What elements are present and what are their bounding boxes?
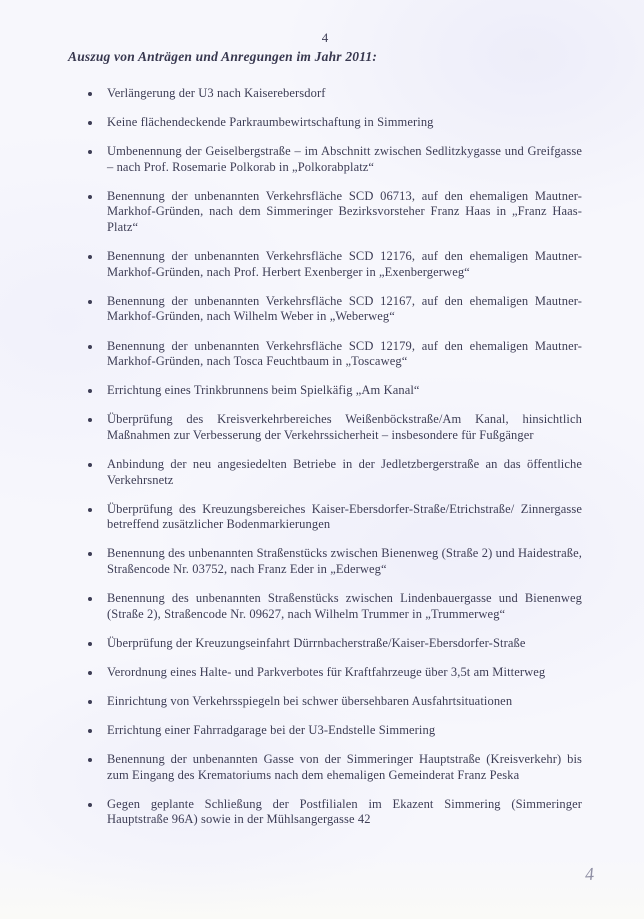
list-item (88, 636, 582, 652)
list-item (88, 383, 582, 399)
list-item (88, 591, 582, 622)
list-item-text: Überprüfung der Kreuzungseinfahrt Dürrnbacherstraße/Kaiser-Ebersdorfer-Straße (107, 635, 526, 650)
list-item-text: Benennung der unbenannten Verkehrsfläche SCD 06713, auf den ehemaligen Mautner-Markhof-Gründen, nach dem Simmeringer Bezirksvorsteher Franz Haas in „Franz Haas-Platz“ (107, 188, 582, 235)
list-item-text: Überprüfung des Kreisverkehrbereiches Weißenböckstraße/Am Kanal, hinsichtlich Maßnahmen zur Verbesserung der Verkehrssicherheit – insbesondere für Fußgänger (107, 412, 582, 442)
list-item (88, 115, 582, 131)
list-item (88, 723, 582, 739)
bullet-icon (88, 803, 92, 807)
bullet-icon (88, 758, 92, 762)
bullet-icon (88, 300, 92, 304)
bullet-icon (88, 255, 92, 259)
list-item-text: Errichtung einer Fahrradgarage bei der U3-Endstelle Simmering (107, 723, 436, 738)
list-item (88, 546, 582, 577)
list-item (88, 144, 582, 175)
list-item (88, 797, 582, 828)
bullet-icon (88, 418, 92, 422)
list-item-text: Benennung des unbenannten Straßenstücks zwischen Bienenweg (Straße 2) und Haidestraße, Straßencode Nr. 03752, nach Franz Eder in „Ederweg“ (107, 546, 582, 576)
list-item-text: Umbenennung der Geiselbergstraße – im Abschnitt zwischen Sedlitzkygasse und Greifgasse – nach Prof. Rosemarie Polkorab in „Polkorabplatz“ (107, 144, 582, 174)
list-item-text: Benennung der unbenannten Verkehrsfläche SCD 12176, auf den ehemaligen Mautner-Markhof-Gründen, nach Prof. Herbert Exenberger in „Exenbergerweg“ (107, 249, 582, 279)
list-item-text: Benennung der unbenannten Verkehrsfläche SCD 12167, auf den ehemaligen Mautner-Markhof-Gründen, nach Wilhelm Weber in „Weberweg“ (107, 293, 582, 324)
list-item-text: Überprüfung des Kreuzungsbereiches Kaiser-Ebersdorfer-Straße/Etrichstraße/ Zinnergasse betreffend zusätzlicher Bodenmarkierungen (107, 501, 582, 532)
list-item-text: Benennung der unbenannten Gasse von der Simmeringer Hauptstraße (Kreisverkehr) bis zum Eingang des Krematoriums nach dem ehemaligen Gemeinderat Franz Peska (107, 752, 582, 782)
bullet-icon (88, 195, 92, 199)
list-item (88, 249, 582, 280)
document-title: Auszug von Anträgen und Anregungen im Jahr 2011: (68, 49, 378, 64)
list-item-text: Keine flächendeckende Parkraumbewirtschaftung in Simmering (107, 115, 434, 130)
bullet-icon (88, 552, 92, 556)
bullet-icon (88, 642, 92, 646)
bullet-list (68, 86, 582, 828)
list-item (88, 752, 582, 783)
page-number-handwritten: 4 (584, 863, 595, 885)
bullet-icon (88, 121, 92, 125)
list-item-text: Benennung des unbenannten Straßenstücks zwischen Lindenbauergasse und Bienenweg (Straße 2), Straßencode Nr. 09627, nach Wilhelm Trummer in „Trummerweg“ (107, 591, 582, 621)
list-item (88, 694, 582, 710)
bullet-icon (88, 92, 92, 96)
bullet-icon (88, 508, 92, 512)
list-item-text: Verordnung eines Halte- und Parkverbotes für Kraftfahrzeuge über 3,5t am Mitterweg (107, 664, 546, 679)
bullet-icon (88, 700, 92, 704)
list-item-text: Gegen geplante Schließung der Postfilialen im Ekazent Simmering (Simmeringer Hauptstraße 96A) sowie in der Mühlsangergasse 42 (107, 796, 582, 827)
list-item-text: Verlängerung der U3 nach Kaiserebersdorf (107, 86, 326, 100)
list-item-text: Anbindung der neu angesiedelten Betriebe in der Jedletzbergerstraße an das öffentliche Verkehrsnetz (107, 457, 582, 487)
bullet-icon (88, 729, 92, 733)
page-number-top: 4 (321, 30, 329, 45)
list-item-text: Benennung der unbenannten Verkehrsfläche SCD 12179, auf den ehemaligen Mautner-Markhof-Gründen, nach Tosca Feuchtbaum in „Toscaweg“ (107, 338, 582, 369)
list-item (88, 189, 582, 236)
list-item-text: Errichtung eines Trinkbrunnens beim Spielkäfig „Am Kanal“ (107, 383, 420, 398)
bullet-icon (88, 463, 92, 467)
list-item (88, 86, 582, 102)
list-item (88, 294, 582, 325)
bullet-icon (88, 389, 92, 393)
bullet-icon (88, 597, 92, 601)
list-item-text: Einrichtung von Verkehrsspiegeln bei schwer übersehbaren Ausfahrtsituationen (107, 693, 513, 708)
list-item (88, 339, 582, 370)
list-item (88, 502, 582, 533)
bullet-icon (88, 345, 92, 349)
bullet-icon (88, 150, 92, 154)
list-item (88, 665, 582, 681)
list-item (88, 457, 582, 488)
list-item (88, 412, 582, 443)
bullet-icon (88, 671, 92, 675)
